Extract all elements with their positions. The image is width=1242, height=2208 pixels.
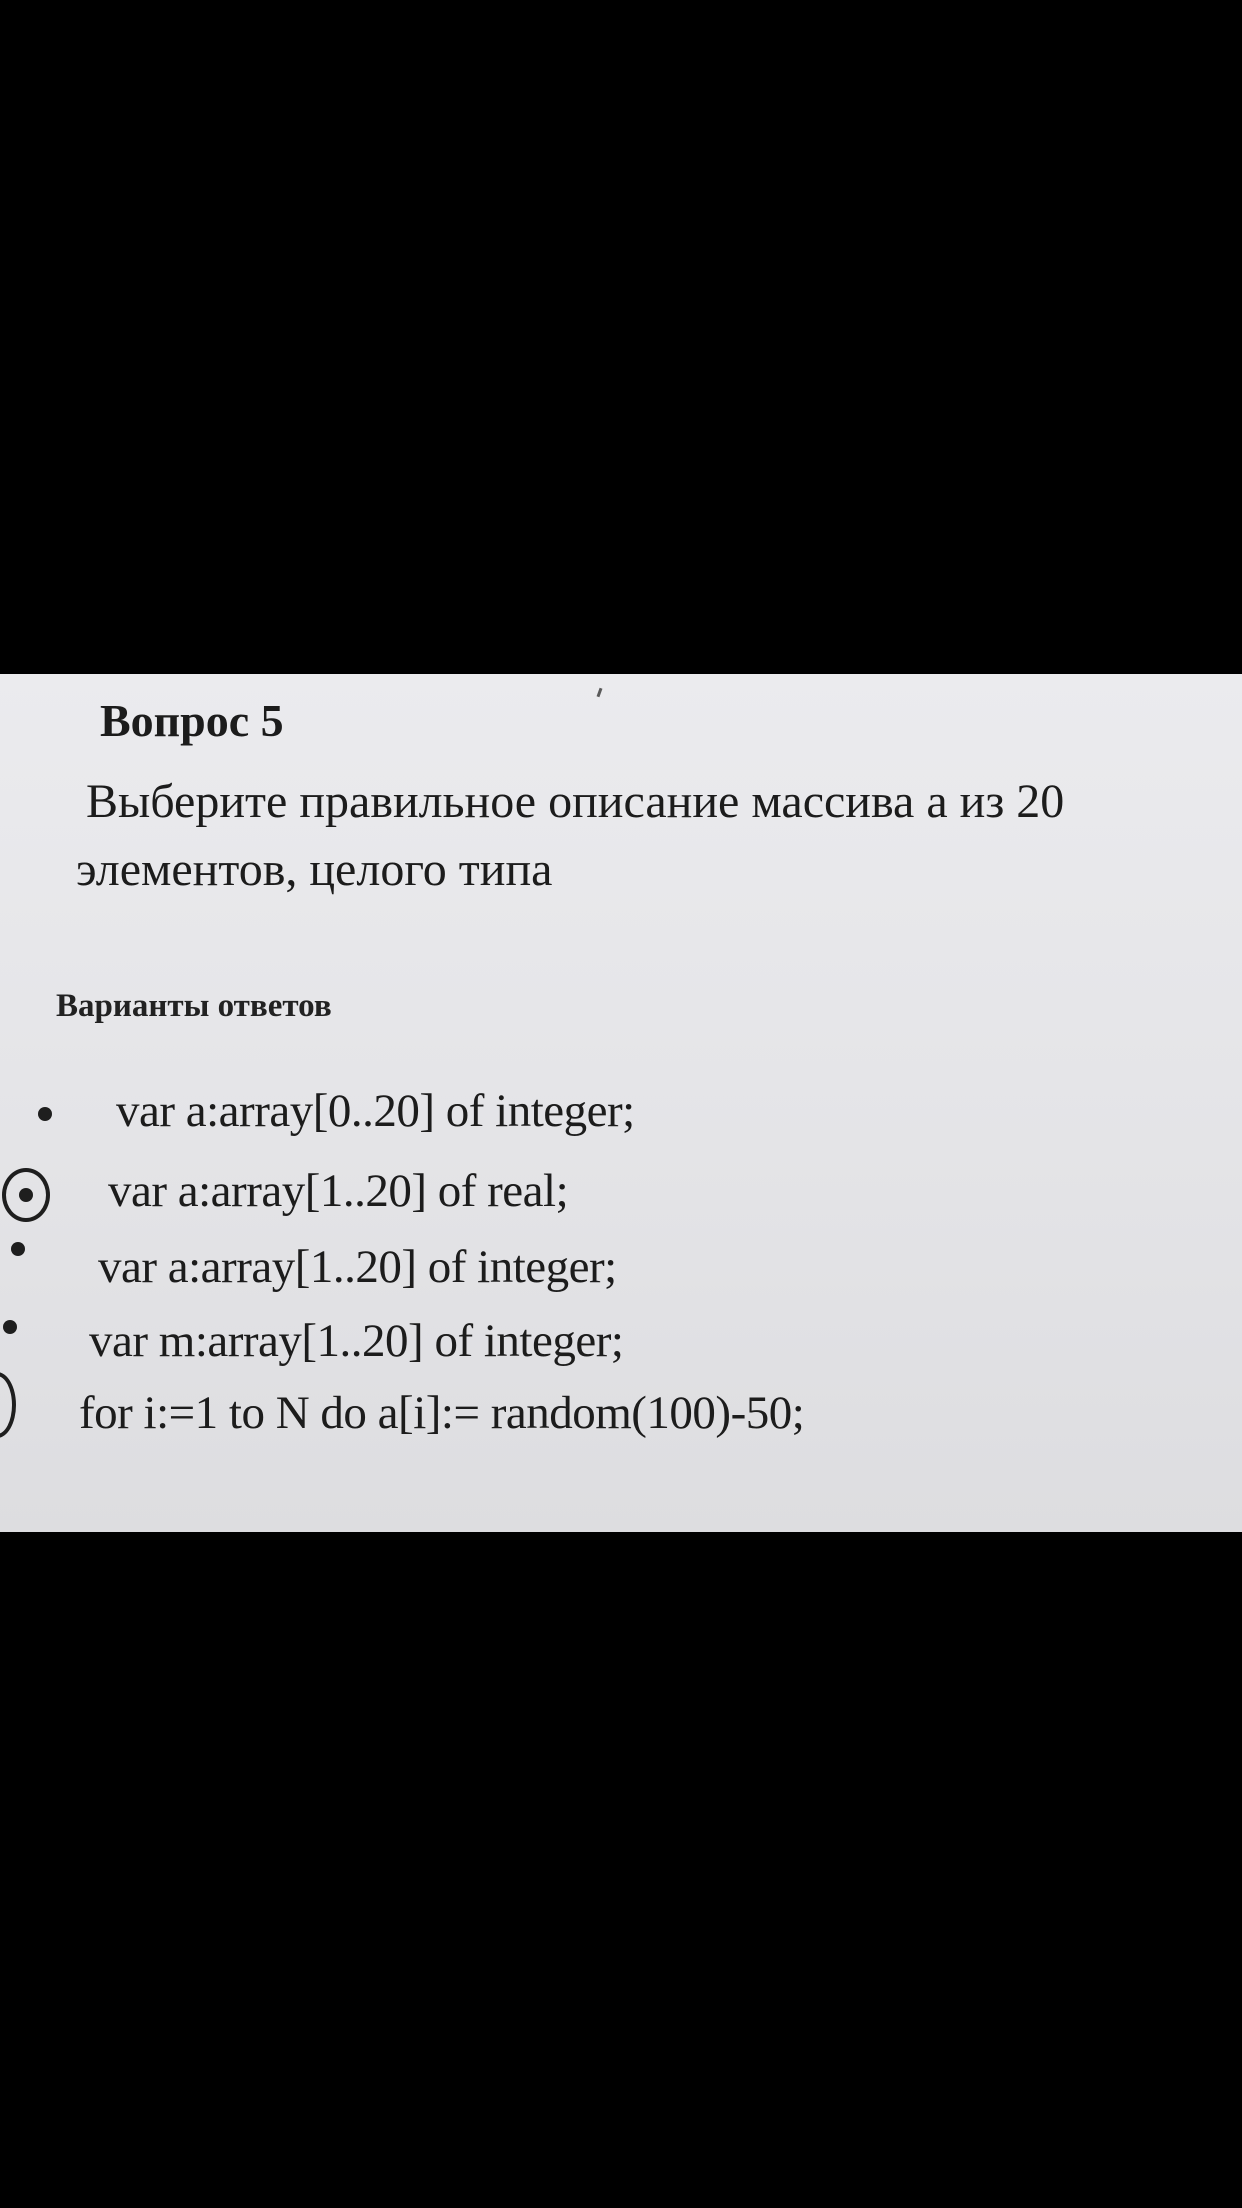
pen-mark (597, 688, 603, 697)
option-4-bullet[interactable] (3, 1320, 17, 1334)
option-4-text: var m:array[1..20] of integer; (89, 1315, 624, 1367)
option-2-bullet (19, 1188, 33, 1202)
option-1-text: var a:array[0..20] of integer; (116, 1085, 635, 1137)
question-text-line-1: Выберите правильное описание массива а из 20 (86, 775, 1065, 828)
question-text-line-2: элементов, целого типа (76, 843, 553, 896)
option-1-bullet[interactable] (38, 1107, 52, 1121)
photo-of-paper (0, 674, 1242, 1532)
option-5-text: for i:=1 to N do a[i]:= random(100)-50; (79, 1387, 805, 1439)
question-title: Вопрос 5 (100, 695, 284, 746)
option-2-selected-circle[interactable] (2, 1168, 50, 1222)
option-5-circle-mark[interactable] (0, 1372, 16, 1438)
variants-heading: Варианты ответов (56, 988, 332, 1024)
option-3-bullet[interactable] (11, 1242, 25, 1256)
option-3-text: var a:array[1..20] of integer; (98, 1241, 617, 1293)
option-2-text: var a:array[1..20] of real; (108, 1165, 569, 1217)
